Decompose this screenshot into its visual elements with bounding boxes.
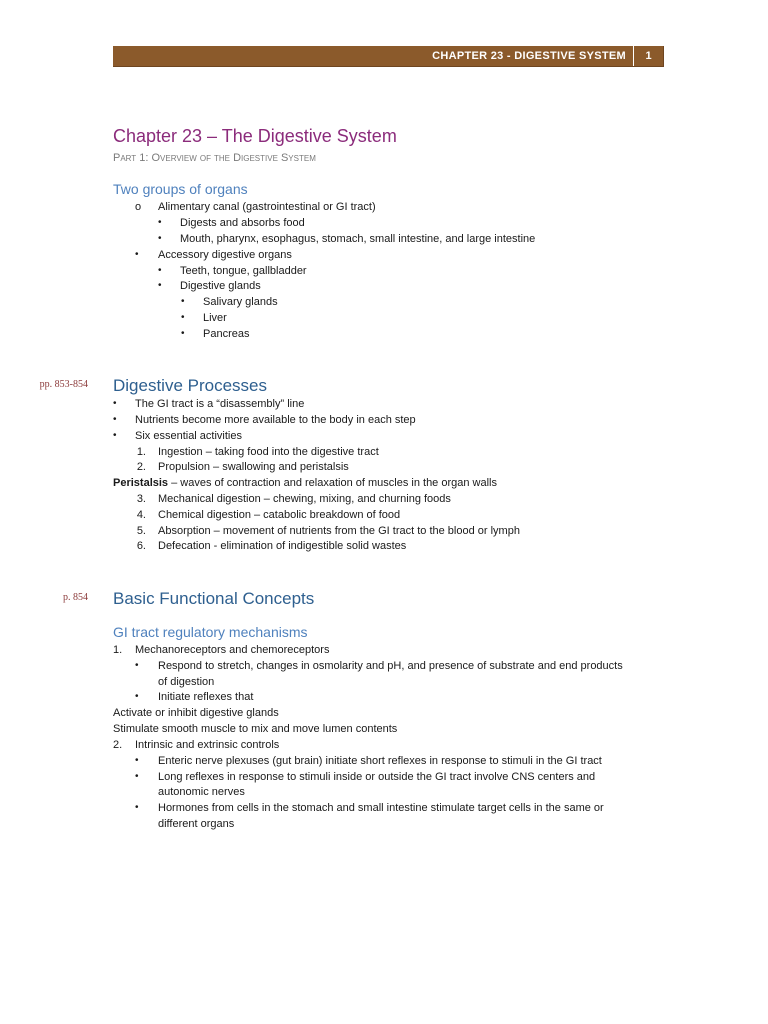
page-reference: p. 854: [63, 592, 88, 603]
list-bullet: •: [113, 398, 117, 409]
list-item: Liver: [203, 312, 227, 324]
step-text: Chemical digestion – catabolic breakdown of food: [158, 509, 401, 521]
list-item: Salivary glands: [203, 296, 278, 308]
document-title: Chapter 23 – The Digestive System: [113, 126, 397, 146]
list-bullet: •: [158, 265, 162, 276]
list-item: Accessory digestive organs: [158, 249, 292, 261]
step-number: 1.: [136, 446, 146, 458]
list-item: Pancreas: [203, 328, 250, 340]
step-number: 4.: [136, 509, 146, 521]
list-item: Enteric nerve plexuses (gut brain) initiate short reflexes in response to stimuli in the GI tract: [158, 755, 602, 767]
step-text: Defecation - elimination of indigestible solid wastes: [158, 540, 407, 552]
list-bullet: •: [135, 249, 139, 260]
list-item-continuation: of digestion: [158, 676, 215, 688]
peristalsis-text: – waves of contraction and relaxation of muscles in the organ walls: [168, 477, 497, 489]
step-number: 5.: [136, 525, 146, 537]
step-number: 6.: [136, 540, 146, 552]
step-text: Mechanical digestion – chewing, mixing, and churning foods: [158, 493, 451, 505]
list-bullet: •: [135, 802, 139, 813]
list-item-continuation: autonomic nerves: [158, 786, 245, 798]
list-item: Respond to stretch, changes in osmolarity and pH, and presence of substrate and end products: [158, 660, 623, 672]
page-number: 1: [645, 50, 652, 62]
list-bullet: •: [135, 755, 139, 766]
step-text: Absorption – movement of nutrients from the GI tract to the blood or lymph: [158, 525, 520, 537]
step-text: Ingestion – taking food into the digestive tract: [158, 446, 379, 458]
step-number: 3.: [136, 493, 146, 505]
list-bullet: •: [181, 312, 185, 323]
list-bullet: •: [113, 430, 117, 441]
list-bullet: •: [135, 691, 139, 702]
plain-line: Activate or inhibit digestive glands: [113, 707, 279, 719]
list-item: Initiate reflexes that: [158, 691, 254, 703]
running-header: [113, 46, 664, 67]
peristalsis-term: Peristalsis: [113, 477, 169, 489]
list-item: Nutrients become more available to the body in each step: [135, 414, 416, 426]
section-heading-concepts: Basic Functional Concepts: [113, 589, 315, 608]
section-heading-organs: Two groups of organs: [113, 181, 248, 197]
list-item: Intrinsic and extrinsic controls: [135, 739, 280, 751]
peristalsis-definition: [113, 476, 497, 490]
step-number: 2.: [136, 461, 146, 473]
list-item: Mouth, pharynx, esophagus, stomach, small intestine, and large intestine: [180, 233, 536, 245]
list-bullet: •: [113, 414, 117, 425]
list-item: Long reflexes in response to stimuli inside or outside the GI tract involve CNS centers and: [158, 771, 596, 783]
list-item: Alimentary canal (gastrointestinal or GI tract): [158, 201, 376, 213]
section-heading-processes: Digestive Processes: [113, 376, 268, 395]
list-bullet: •: [181, 296, 185, 307]
list-bullet: •: [135, 771, 139, 782]
list-item: Digests and absorbs food: [180, 217, 305, 229]
list-item: Six essential activities: [135, 430, 242, 442]
list-bullet: •: [181, 328, 185, 339]
step-number: 2.: [113, 739, 123, 751]
list-bullet: •: [158, 280, 162, 291]
list-bullet: o: [135, 201, 142, 213]
list-bullet: •: [158, 233, 162, 244]
list-item: Mechanoreceptors and chemoreceptors: [135, 644, 330, 656]
step-text: Propulsion – swallowing and peristalsis: [158, 461, 349, 473]
list-bullet: •: [158, 217, 162, 228]
subheading-regulatory: GI tract regulatory mechanisms: [113, 624, 308, 640]
list-item: Digestive glands: [180, 280, 261, 292]
list-item: Teeth, tongue, gallbladder: [180, 265, 307, 277]
list-item: Hormones from cells in the stomach and small intestine stimulate target cells in the same or: [158, 802, 604, 814]
document-subtitle: Part 1: Overview of the Digestive System: [113, 152, 316, 164]
header-title: CHAPTER 23 - DIGESTIVE SYSTEM: [432, 50, 626, 62]
page-reference: pp. 853-854: [39, 379, 88, 390]
step-number: 1.: [113, 644, 123, 656]
list-item: The GI tract is a “disassembly” line: [135, 398, 305, 410]
list-item-continuation: different organs: [158, 818, 235, 830]
plain-line: Stimulate smooth muscle to mix and move lumen contents: [113, 723, 398, 735]
list-bullet: •: [135, 660, 139, 671]
